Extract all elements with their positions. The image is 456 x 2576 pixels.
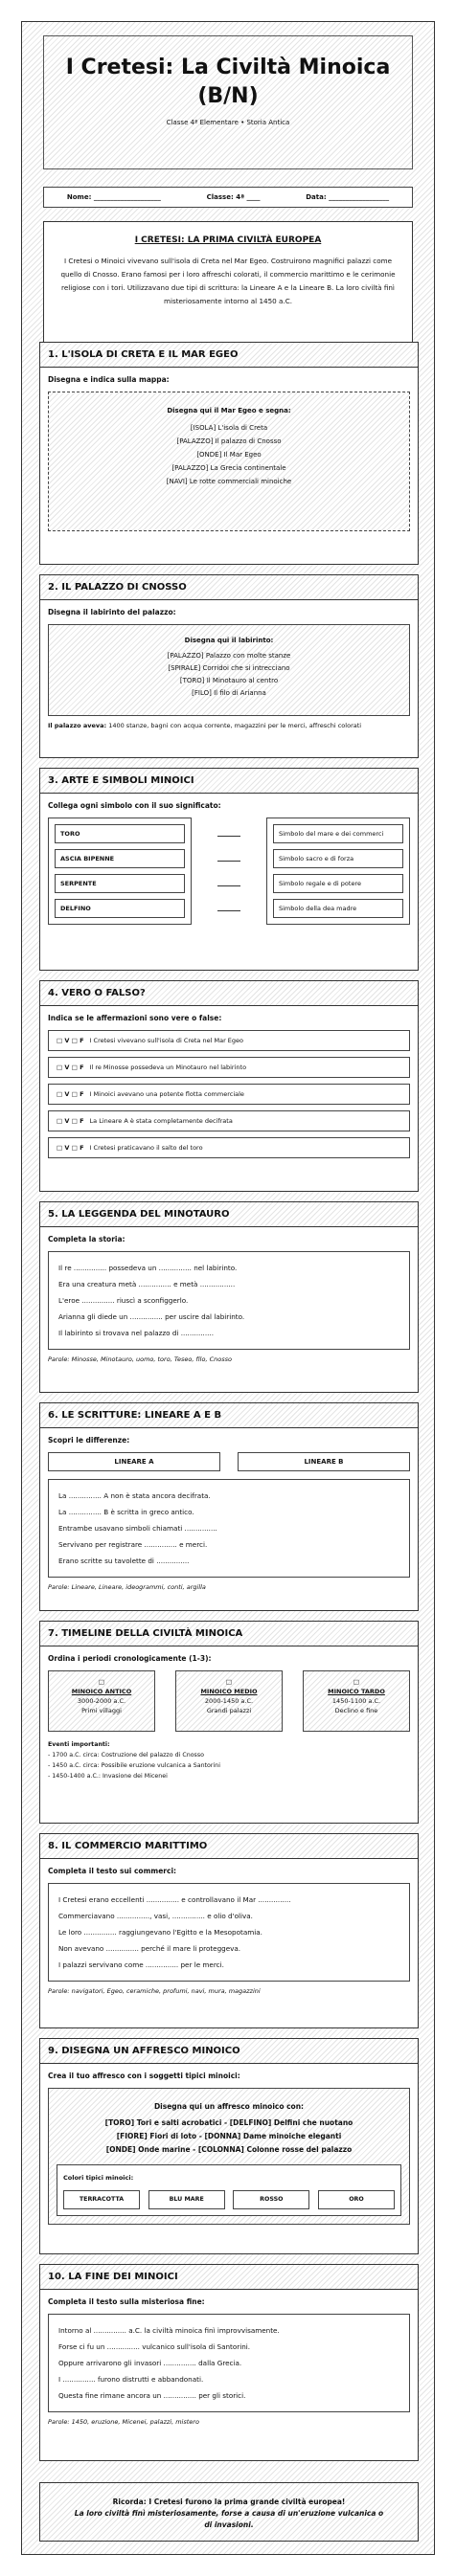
- symbol-item[interactable]: SERPENTE: [55, 874, 185, 893]
- section-4-instruction: Indica se le affermazioni sono vere o false:: [48, 1014, 222, 1022]
- labyrinth-box-title: Disegna qui il labirinto:: [184, 637, 274, 644]
- name-field[interactable]: Nome: ____________________: [66, 193, 161, 201]
- period-years: 2000-1450 a.C.: [204, 1697, 254, 1705]
- connection-line[interactable]: [217, 910, 240, 911]
- statement-text: Il re Minosse possedeva un Minotauro nel labirinto: [89, 1064, 247, 1071]
- connection-line[interactable]: [217, 861, 240, 862]
- map-item: [NAVI] Le rotte commerciali minoiche: [166, 478, 292, 485]
- labyrinth-item: [TORO] Il Minotauro al centro: [179, 677, 279, 684]
- labyrinth-item: [PALAZZO] Palazzo con molte stanze: [167, 652, 291, 660]
- true-false-item[interactable]: [48, 1110, 410, 1131]
- student-info-row: [43, 187, 413, 208]
- colors-palette: [57, 2164, 401, 2216]
- section-2-instruction: Disegna il labirinto del palazzo:: [48, 608, 176, 616]
- section-2: [39, 574, 419, 758]
- event-item: - 1450 a.C. circa: Possibile eruzione vulcanica a Santorini: [48, 1762, 220, 1769]
- section-9-instruction: Crea il tuo affresco con i soggetti tipici minoici:: [48, 2072, 240, 2080]
- section-9: [39, 2038, 419, 2254]
- labyrinth-item: [FILO] Il filo di Arianna: [192, 689, 266, 697]
- section-1-title: 1. L'ISOLA DI CRETA E IL MAR EGEO: [40, 343, 418, 368]
- ending-line[interactable]: Intorno al ............... a.C. la civiltà minoica finì improvvisamente.: [58, 2326, 280, 2335]
- section-1: [39, 342, 419, 565]
- fresco-box-title: Disegna qui un affresco minoico con:: [153, 2102, 305, 2111]
- palace-note-text: 1400 stanze, bagni con acqua corrente, magazzini per le merci, affreschi colorati: [108, 722, 362, 729]
- section-10: [39, 2264, 419, 2461]
- statement-text: I Minoici avevano una potente flotta commerciale: [89, 1090, 244, 1098]
- linear-b-header: LINEARE B: [238, 1452, 410, 1471]
- commerce-line[interactable]: Commerciavano ..............., vasi, ............... e olio d'oliva.: [58, 1912, 253, 1920]
- class-field[interactable]: Classe: 4ª ____: [206, 193, 261, 201]
- meaning-item[interactable]: Simbolo del mare e dei commerci: [273, 824, 403, 843]
- section-5-instruction: Completa la storia:: [48, 1235, 125, 1243]
- labyrinth-item: [SPIRALE] Corridoi che si intrecciano: [168, 664, 290, 672]
- labyrinth-drawing-area[interactable]: [48, 624, 410, 716]
- intro-text: I Cretesi o Minoici vivevano sull'isola di Creta nel Mar Egeo. Costruirono magnifici palazzi come quello di Cnosso. Erano famosi per i loro affreschi colorati, il commercio marittimo e le cerimonie religiose con i tori. Utilizzavano due tipi di scrittura: la Lineare A e la Lineare B. La loro civiltà finì misteriosamente intorno al 1450 a.C.: [60, 257, 396, 305]
- color-terracotta[interactable]: TERRACOTTA: [63, 2190, 140, 2209]
- scripts-line[interactable]: Erano scritte su tavolette di ...............: [58, 1557, 190, 1565]
- story-fill-box[interactable]: [48, 1251, 410, 1350]
- date-field[interactable]: Data: __________________: [306, 193, 390, 201]
- section-6-title: 6. LE SCRITTURE: LINEARE A E B: [40, 1403, 418, 1428]
- period-early-minoan[interactable]: [48, 1670, 155, 1732]
- reminder-box: [39, 2482, 419, 2542]
- reminder-text: Ricorda: I Cretesi furono la prima grande civiltà europea!: [112, 2498, 346, 2506]
- story-line[interactable]: Arianna gli diede un ............... per uscire dal labirinto.: [58, 1312, 245, 1321]
- page-title: [44, 54, 412, 111]
- statement-text: La Lineare A è stata completamente decifrata: [89, 1117, 233, 1125]
- true-false-item[interactable]: [48, 1137, 410, 1158]
- story-line[interactable]: Il re ............... possedeva un ............... nel labirinto.: [58, 1264, 238, 1272]
- period-middle-minoan[interactable]: [175, 1670, 283, 1732]
- section-8-title: 8. IL COMMERCIO MARITTIMO: [40, 1834, 418, 1859]
- section-4-title: 4. VERO O FALSO?: [40, 981, 418, 1006]
- ending-line[interactable]: Questa fine rimane ancora un ............... per gli storici.: [58, 2391, 246, 2400]
- period-years: 3000-2000 a.C.: [77, 1697, 126, 1705]
- map-item: [ONDE] Il Mar Egeo: [196, 451, 262, 459]
- events-list: [48, 1739, 410, 1781]
- script-headers: [48, 1452, 410, 1471]
- true-false-checkboxes[interactable]: □ V □ F: [57, 1117, 84, 1125]
- word-bank: Parole: navigatori, Egeo, ceramiche, profumi, navi, mura, magazzini: [48, 1987, 261, 1995]
- ending-line[interactable]: Forse ci fu un ............... vulcanico sull'isola di Santorini.: [58, 2342, 251, 2351]
- reminder-line-3: di invasioni.: [204, 2520, 254, 2529]
- period-desc: Declino e fine: [334, 1707, 378, 1714]
- intro-box: [43, 221, 413, 351]
- palace-note-label: Il palazzo aveva:: [48, 722, 107, 729]
- symbols-column: [48, 818, 192, 925]
- commerce-line[interactable]: I Cretesi erano eccellenti ............... e controllavano il Mar ...............: [58, 1895, 291, 1904]
- section-5-title: 5. LA LEGGENDA DEL MINOTAURO: [40, 1202, 418, 1227]
- timeline-row: [48, 1670, 410, 1732]
- section-10-instruction: Completa il testo sulla misteriosa fine:: [48, 2297, 205, 2306]
- connection-line[interactable]: [217, 885, 240, 886]
- linear-a-header: LINEARE A: [48, 1452, 220, 1471]
- title-line-2: (B/N): [197, 84, 259, 108]
- map-drawing-area[interactable]: [48, 392, 410, 531]
- statement-text: I Cretesi praticavano il salto del toro: [89, 1144, 203, 1152]
- section-2-title: 2. IL PALAZZO DI CNOSSO: [40, 575, 418, 600]
- palace-note: [48, 722, 410, 729]
- section-3: [39, 768, 419, 971]
- symbol-item[interactable]: DELFINO: [55, 899, 185, 918]
- meanings-column: [266, 818, 410, 925]
- section-6: [39, 1402, 419, 1611]
- scripts-fill-box[interactable]: [48, 1479, 410, 1578]
- section-4: [39, 980, 419, 1192]
- scripts-line[interactable]: Entrambe usavano simboli chiamati ...............: [58, 1524, 217, 1533]
- fresco-drawing-area[interactable]: [48, 2088, 410, 2225]
- section-5: [39, 1201, 419, 1393]
- title-box: [43, 35, 413, 169]
- word-bank: Parole: Lineare, Lineare, ideogrammi, conti, argilla: [48, 1583, 206, 1591]
- map-box-title: Disegna qui il Mar Egeo e segna:: [167, 407, 291, 414]
- symbol-item[interactable]: ASCIA BIPENNE: [55, 849, 185, 868]
- period-late-minoan[interactable]: [303, 1670, 410, 1732]
- section-8-instruction: Completa il testo sui commerci:: [48, 1867, 177, 1875]
- true-false-checkboxes[interactable]: □ V □ F: [57, 1064, 84, 1071]
- colors-title: Colori tipici minoici:: [63, 2174, 134, 2182]
- connection-line[interactable]: [217, 836, 240, 837]
- symbol-item[interactable]: TORO: [55, 824, 185, 843]
- events-title: Eventi importanti:: [48, 1741, 110, 1748]
- section-3-title: 3. ARTE E SIMBOLI MINOICI: [40, 769, 418, 794]
- story-line[interactable]: L'eroe ............... riuscì a sconfiggerlo.: [58, 1296, 189, 1305]
- meaning-item[interactable]: Simbolo della dea madre: [273, 899, 403, 918]
- ending-fill-box[interactable]: [48, 2314, 410, 2412]
- true-false-checkboxes[interactable]: □ V □ F: [57, 1144, 84, 1152]
- meaning-item[interactable]: Simbolo regale e di potere: [273, 874, 403, 893]
- scripts-line[interactable]: La ............... B è scritta in greco antico.: [58, 1508, 194, 1516]
- commerce-line[interactable]: Non avevano ............... perché il mare li proteggeva.: [58, 1944, 241, 1953]
- fresco-item: [ONDE] Onde marine - [COLONNA] Colonne rosse del palazzo: [105, 2145, 353, 2154]
- fresco-item: [FIORE] Fiori di loto - [DONNA] Dame minoiche eleganti: [116, 2132, 342, 2140]
- color-blue[interactable]: BLU MARE: [148, 2190, 225, 2209]
- ending-line[interactable]: I ............... furono distrutti e abbandonati.: [58, 2375, 204, 2384]
- story-line[interactable]: Il labirinto si trovava nel palazzo di ...............: [58, 1329, 214, 1337]
- section-7-title: 7. TIMELINE DELLA CIVILTÀ MINOICA: [40, 1622, 418, 1646]
- connection-lines: [200, 818, 258, 925]
- true-false-item[interactable]: [48, 1084, 410, 1105]
- colors-row: [63, 2190, 395, 2209]
- order-checkbox[interactable]: □: [353, 1678, 360, 1686]
- section-7: [39, 1621, 419, 1824]
- worksheet-page: [21, 21, 435, 2555]
- color-gold[interactable]: ORO: [318, 2190, 395, 2209]
- true-false-checkboxes[interactable]: □ V □ F: [57, 1037, 84, 1044]
- true-false-item[interactable]: [48, 1030, 410, 1051]
- section-10-title: 10. LA FINE DEI MINOICI: [40, 2265, 418, 2290]
- true-false-checkboxes[interactable]: □ V □ F: [57, 1090, 84, 1098]
- commerce-line[interactable]: I palazzi servivano come ............... per le merci.: [58, 1960, 224, 1969]
- section-7-instruction: Ordina i periodi cronologicamente (1-3):: [48, 1654, 212, 1663]
- order-checkbox[interactable]: □: [225, 1678, 233, 1686]
- section-3-instruction: Collega ogni simbolo con il suo significato:: [48, 801, 221, 810]
- commerce-line[interactable]: Le loro ............... raggiungevano l'Egitto e la Mesopotamia.: [58, 1928, 262, 1937]
- intro-heading: I CRETESI: LA PRIMA CIVILTÀ EUROPEA: [134, 235, 322, 245]
- color-red[interactable]: ROSSO: [233, 2190, 309, 2209]
- period-name: MINOICO TARDO: [328, 1688, 385, 1695]
- period-years: 1450-1100 a.C.: [331, 1697, 381, 1705]
- true-false-item[interactable]: [48, 1057, 410, 1078]
- map-item: [PALAZZO] La Grecia continentale: [171, 464, 286, 472]
- map-item: [PALAZZO] Il palazzo di Cnosso: [176, 437, 282, 445]
- title-line-1: I Cretesi: La Civiltà Minoica: [65, 56, 391, 79]
- scripts-line[interactable]: Servivano per registrare ............... e merci.: [58, 1540, 208, 1549]
- event-item: - 1450-1400 a.C.: Invasione dei Micenei: [48, 1773, 168, 1780]
- word-bank: Parole: Minosse, Minotauro, uomo, toro, Teseo, filo, Cnosso: [48, 1355, 232, 1363]
- section-1-instruction: Disegna e indica sulla mappa:: [48, 375, 170, 384]
- reminder-line-2: La loro civiltà finì misteriosamente, forse a causa di un'eruzione vulcanica o: [74, 2509, 384, 2518]
- period-name: MINOICO ANTICO: [71, 1688, 132, 1695]
- page-subtitle: Classe 4ª Elementare • Storia Antica: [166, 119, 290, 126]
- ending-line[interactable]: Oppure arrivarono gli invasori ............... dalla Grecia.: [58, 2359, 242, 2367]
- event-item: - 1700 a.C. circa: Costruzione del palazzo di Cnosso: [48, 1752, 204, 1758]
- word-bank: Parole: 1450, eruzione, Micenei, palazzi, mistero: [48, 2418, 199, 2426]
- map-item: [ISOLA] L'isola di Creta: [190, 424, 268, 432]
- commerce-fill-box[interactable]: [48, 1883, 410, 1982]
- meaning-item[interactable]: Simbolo sacro e di forza: [273, 849, 403, 868]
- period-name: MINOICO MEDIO: [200, 1688, 258, 1695]
- section-9-title: 9. DISEGNA UN AFFRESCO MINOICO: [40, 2039, 418, 2064]
- fresco-item: [TORO] Tori e salti acrobatici - [DELFINO] Delfini che nuotano: [104, 2118, 353, 2127]
- matching-exercise: [48, 818, 410, 925]
- section-6-instruction: Scopri le differenze:: [48, 1436, 130, 1445]
- period-desc: Grandi palazzi: [206, 1707, 252, 1714]
- section-8: [39, 1833, 419, 2028]
- statement-text: I Cretesi vivevano sull'isola di Creta nel Mar Egeo: [89, 1037, 244, 1044]
- order-checkbox[interactable]: □: [98, 1678, 105, 1686]
- story-line[interactable]: Era una creatura metà ............... e metà ................: [58, 1280, 236, 1288]
- period-desc: Primi villaggi: [81, 1707, 122, 1714]
- scripts-line[interactable]: La ............... A non è stata ancora decifrata.: [58, 1491, 211, 1500]
